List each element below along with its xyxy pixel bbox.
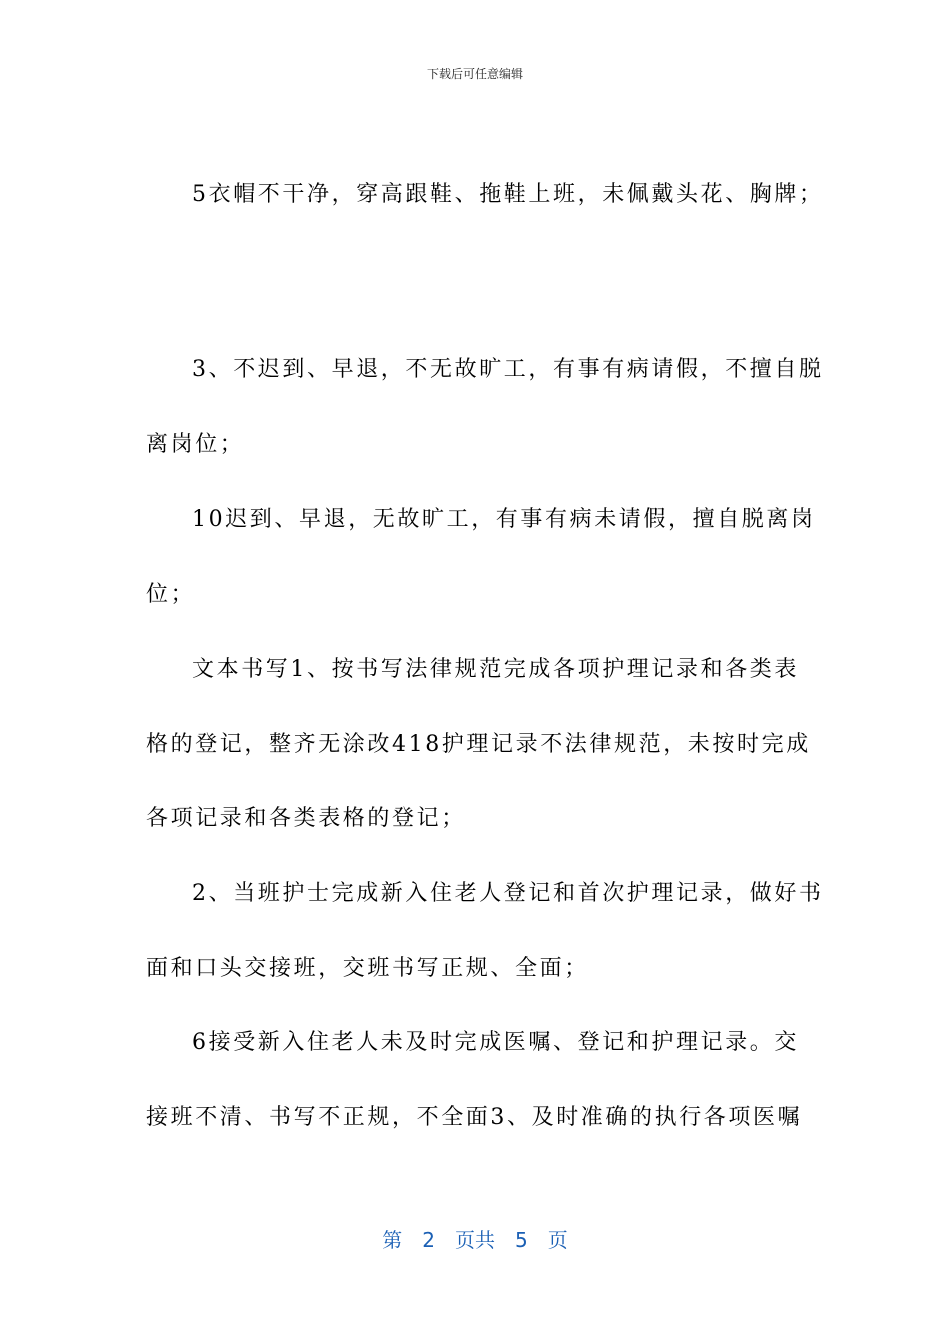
footer-di: 第 bbox=[382, 1228, 403, 1252]
body-line-7: 格的登记，整齐无涂改418护理记录不法律规范，未按时完成 bbox=[146, 732, 811, 757]
footer-ye-gong: 页共 bbox=[455, 1228, 495, 1252]
footer-total-pages: 5 bbox=[515, 1228, 528, 1252]
body-line-5: 位； bbox=[146, 582, 196, 607]
footer-current-page: 2 bbox=[422, 1228, 435, 1252]
body-line-6: 文本书写1、按书写法律规范完成各项护理记录和各类表 bbox=[192, 657, 799, 682]
page-footer bbox=[0, 1227, 950, 1253]
body-line-4: 10迟到、早退，无故旷工，有事有病未请假，擅自脱离岗 bbox=[192, 507, 816, 532]
body-line-2: 3、不迟到、早退，不无故旷工，有事有病请假，不擅自脱 bbox=[192, 357, 824, 382]
body-line-8: 各项记录和各类表格的登记； bbox=[146, 806, 466, 831]
footer-ye: 页 bbox=[547, 1228, 568, 1252]
body-line-3: 离岗位； bbox=[146, 432, 245, 457]
page-header: 下载后可任意编辑 bbox=[426, 67, 523, 81]
body-line-9: 2、当班护士完成新入住老人登记和首次护理记录，做好书 bbox=[192, 881, 824, 906]
body-line-1: 5衣帽不干净，穿高跟鞋、拖鞋上班，未佩戴头花、胸牌； bbox=[192, 182, 824, 207]
body-line-12: 接班不清、书写不正规，不全面3、及时准确的执行各项医嘱 bbox=[146, 1105, 803, 1130]
body-line-11: 6接受新入住老人未及时完成医嘱、登记和护理记录。交 bbox=[192, 1030, 799, 1055]
body-line-10: 面和口头交接班，交班书写正规、全面； bbox=[146, 956, 589, 981]
